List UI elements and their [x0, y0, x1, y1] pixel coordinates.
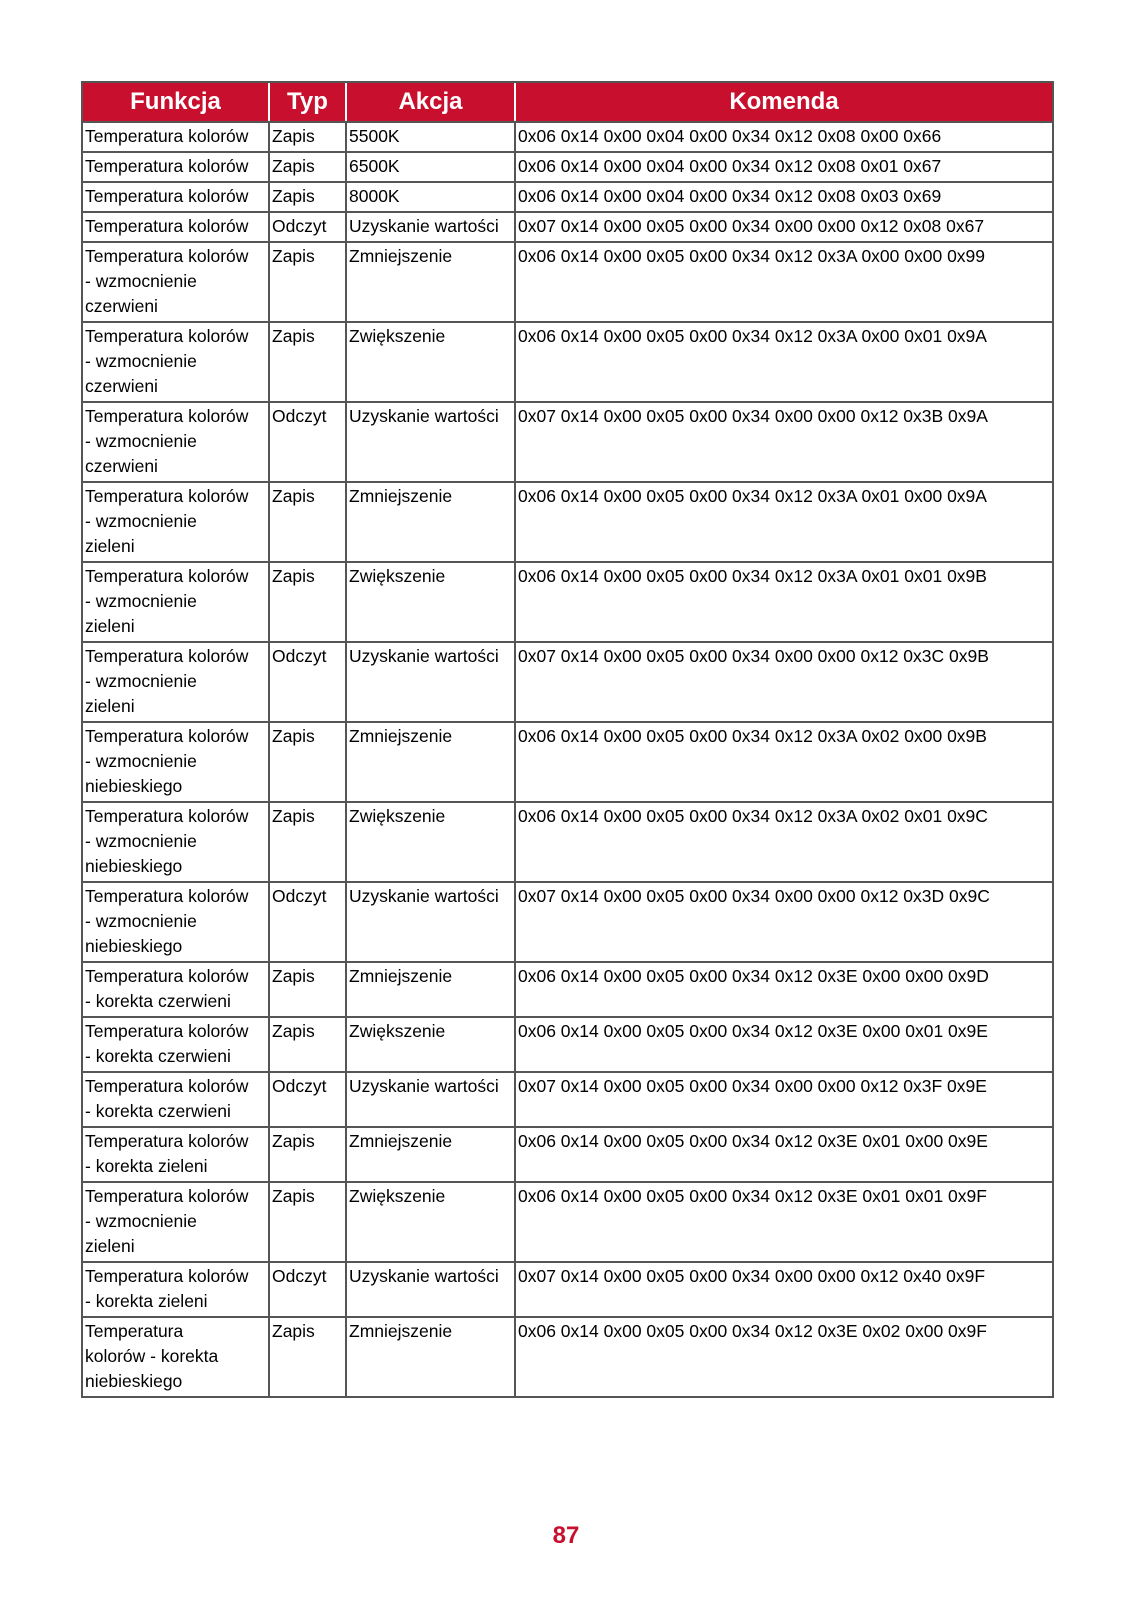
cell-typ: Zapis	[269, 182, 346, 212]
cell-funkcja	[82, 402, 269, 482]
funkcja-line: Temperatura kolorów	[85, 966, 249, 986]
funkcja-line: - wzmocnienie	[85, 1211, 197, 1231]
table-row	[82, 882, 1053, 962]
table-row	[82, 122, 1053, 152]
cell-komenda: 0x06 0x14 0x00 0x05 0x00 0x34 0x12 0x3A 0x01 0x01 0x9B	[515, 562, 1053, 642]
funkcja-line: Temperatura	[85, 1321, 184, 1341]
cell-akcja: Uzyskanie wartości	[346, 212, 515, 242]
cell-akcja: Zwiększenie	[346, 1017, 515, 1072]
table-row	[82, 1017, 1053, 1072]
header-row	[82, 82, 1053, 122]
funkcja-line: - korekta czerwieni	[85, 1101, 231, 1121]
funkcja-line: - wzmocnienie	[85, 591, 197, 611]
header-komenda: Komenda	[515, 82, 1053, 122]
table-row	[82, 402, 1053, 482]
funkcja-line: - korekta czerwieni	[85, 991, 231, 1011]
funkcja-line: Temperatura kolorów	[85, 156, 249, 176]
table-row	[82, 1182, 1053, 1262]
funkcja-line: - wzmocnienie	[85, 671, 197, 691]
cell-typ: Zapis	[269, 242, 346, 322]
cell-akcja: Zwiększenie	[346, 802, 515, 882]
funkcja-line: Temperatura kolorów	[85, 326, 249, 346]
funkcja-line: - korekta zieleni	[85, 1156, 208, 1176]
header-typ: Typ	[269, 82, 346, 122]
funkcja-line: Temperatura kolorów	[85, 246, 249, 266]
funkcja-line: Temperatura kolorów	[85, 216, 249, 236]
funkcja-line: Temperatura kolorów	[85, 486, 249, 506]
funkcja-line: czerwieni	[85, 456, 158, 476]
cell-komenda: 0x06 0x14 0x00 0x05 0x00 0x34 0x12 0x3E 0x00 0x01 0x9E	[515, 1017, 1053, 1072]
cell-funkcja	[82, 242, 269, 322]
cell-funkcja	[82, 802, 269, 882]
cell-typ: Zapis	[269, 722, 346, 802]
cell-komenda: 0x06 0x14 0x00 0x05 0x00 0x34 0x12 0x3A 0x00 0x00 0x99	[515, 242, 1053, 322]
funkcja-line: zieleni	[85, 616, 135, 636]
funkcja-line: Temperatura kolorów	[85, 1266, 249, 1286]
cell-typ: Zapis	[269, 1127, 346, 1182]
funkcja-line: Temperatura kolorów	[85, 1186, 249, 1206]
funkcja-line: - wzmocnienie	[85, 751, 197, 771]
cell-komenda: 0x06 0x14 0x00 0x04 0x00 0x34 0x12 0x08 0x01 0x67	[515, 152, 1053, 182]
table-row	[82, 1262, 1053, 1317]
cell-funkcja	[82, 212, 269, 242]
funkcja-line: Temperatura kolorów	[85, 1021, 249, 1041]
funkcja-line: Temperatura kolorów	[85, 646, 249, 666]
funkcja-line: niebieskiego	[85, 856, 183, 876]
funkcja-line: kolorów - korekta	[85, 1346, 219, 1366]
cell-akcja: 6500K	[346, 152, 515, 182]
cell-typ: Odczyt	[269, 642, 346, 722]
cell-funkcja	[82, 1262, 269, 1317]
page-number: 87	[552, 1522, 580, 1549]
funkcja-line: Temperatura kolorów	[85, 126, 249, 146]
table-row	[82, 242, 1053, 322]
cell-akcja: Zmniejszenie	[346, 962, 515, 1017]
cell-funkcja	[82, 642, 269, 722]
command-table	[81, 81, 1054, 1398]
table-body	[82, 122, 1053, 1397]
funkcja-line: niebieskiego	[85, 936, 183, 956]
cell-komenda: 0x07 0x14 0x00 0x05 0x00 0x34 0x00 0x00 0x12 0x08 0x67	[515, 212, 1053, 242]
cell-funkcja	[82, 562, 269, 642]
funkcja-line: niebieskiego	[85, 776, 183, 796]
cell-typ: Zapis	[269, 562, 346, 642]
cell-typ: Odczyt	[269, 1262, 346, 1317]
cell-funkcja	[82, 962, 269, 1017]
cell-funkcja	[82, 1127, 269, 1182]
table-row	[82, 1127, 1053, 1182]
cell-typ: Zapis	[269, 482, 346, 562]
cell-funkcja	[82, 1182, 269, 1262]
cell-akcja: Uzyskanie wartości	[346, 402, 515, 482]
funkcja-line: Temperatura kolorów	[85, 406, 249, 426]
cell-akcja: 5500K	[346, 122, 515, 152]
funkcja-line: - wzmocnienie	[85, 431, 197, 451]
cell-typ: Zapis	[269, 802, 346, 882]
funkcja-line: - wzmocnienie	[85, 911, 197, 931]
cell-komenda: 0x07 0x14 0x00 0x05 0x00 0x34 0x00 0x00 0x12 0x3B 0x9A	[515, 402, 1053, 482]
cell-funkcja	[82, 182, 269, 212]
cell-komenda: 0x06 0x14 0x00 0x05 0x00 0x34 0x12 0x3A 0x02 0x01 0x9C	[515, 802, 1053, 882]
cell-komenda: 0x06 0x14 0x00 0x04 0x00 0x34 0x12 0x08 0x03 0x69	[515, 182, 1053, 212]
cell-typ: Odczyt	[269, 402, 346, 482]
funkcja-line: czerwieni	[85, 296, 158, 316]
cell-typ: Odczyt	[269, 212, 346, 242]
cell-komenda: 0x06 0x14 0x00 0x05 0x00 0x34 0x12 0x3E 0x01 0x01 0x9F	[515, 1182, 1053, 1262]
cell-komenda: 0x06 0x14 0x00 0x05 0x00 0x34 0x12 0x3A 0x01 0x00 0x9A	[515, 482, 1053, 562]
cell-typ: Zapis	[269, 122, 346, 152]
cell-akcja: Zmniejszenie	[346, 1317, 515, 1397]
table-row	[82, 722, 1053, 802]
cell-funkcja	[82, 122, 269, 152]
funkcja-line: zieleni	[85, 696, 135, 716]
table-row	[82, 642, 1053, 722]
table-row	[82, 562, 1053, 642]
funkcja-line: Temperatura kolorów	[85, 806, 249, 826]
header-akcja: Akcja	[346, 82, 515, 122]
cell-typ: Zapis	[269, 152, 346, 182]
funkcja-line: zieleni	[85, 1236, 135, 1256]
cell-funkcja	[82, 1017, 269, 1072]
cell-funkcja	[82, 882, 269, 962]
cell-komenda: 0x07 0x14 0x00 0x05 0x00 0x34 0x00 0x00 0x12 0x3F 0x9E	[515, 1072, 1053, 1127]
table-row	[82, 1317, 1053, 1397]
cell-akcja: Zmniejszenie	[346, 482, 515, 562]
cell-akcja: Zmniejszenie	[346, 1127, 515, 1182]
cell-komenda: 0x07 0x14 0x00 0x05 0x00 0x34 0x00 0x00 0x12 0x3D 0x9C	[515, 882, 1053, 962]
funkcja-line: - korekta zieleni	[85, 1291, 208, 1311]
cell-typ: Zapis	[269, 1317, 346, 1397]
cell-typ: Zapis	[269, 322, 346, 402]
cell-akcja: Uzyskanie wartości	[346, 1072, 515, 1127]
funkcja-line: Temperatura kolorów	[85, 186, 249, 206]
cell-typ: Zapis	[269, 962, 346, 1017]
funkcja-line: - wzmocnienie	[85, 271, 197, 291]
funkcja-line: - wzmocnienie	[85, 351, 197, 371]
table-row	[82, 212, 1053, 242]
funkcja-line: - wzmocnienie	[85, 511, 197, 531]
table-row	[82, 322, 1053, 402]
cell-komenda: 0x07 0x14 0x00 0x05 0x00 0x34 0x00 0x00 0x12 0x40 0x9F	[515, 1262, 1053, 1317]
cell-funkcja	[82, 1317, 269, 1397]
cell-funkcja	[82, 482, 269, 562]
cell-funkcja	[82, 152, 269, 182]
table-row	[82, 182, 1053, 212]
funkcja-line: Temperatura kolorów	[85, 566, 249, 586]
cell-komenda: 0x07 0x14 0x00 0x05 0x00 0x34 0x00 0x00 0x12 0x3C 0x9B	[515, 642, 1053, 722]
cell-akcja: Zwiększenie	[346, 562, 515, 642]
cell-komenda: 0x06 0x14 0x00 0x05 0x00 0x34 0x12 0x3E 0x02 0x00 0x9F	[515, 1317, 1053, 1397]
cell-typ: Zapis	[269, 1017, 346, 1072]
funkcja-line: - wzmocnienie	[85, 831, 197, 851]
header-funkcja: Funkcja	[82, 82, 269, 122]
funkcja-line: zieleni	[85, 536, 135, 556]
cell-akcja: Uzyskanie wartości	[346, 1262, 515, 1317]
table-row	[82, 962, 1053, 1017]
cell-akcja: Zwiększenie	[346, 322, 515, 402]
cell-komenda: 0x06 0x14 0x00 0x04 0x00 0x34 0x12 0x08 0x00 0x66	[515, 122, 1053, 152]
cell-funkcja	[82, 1072, 269, 1127]
cell-komenda: 0x06 0x14 0x00 0x05 0x00 0x34 0x12 0x3E 0x01 0x00 0x9E	[515, 1127, 1053, 1182]
table-row	[82, 482, 1053, 562]
funkcja-line: Temperatura kolorów	[85, 1131, 249, 1151]
table-row	[82, 802, 1053, 882]
cell-akcja: Zmniejszenie	[346, 242, 515, 322]
funkcja-line: niebieskiego	[85, 1371, 183, 1391]
cell-akcja: Uzyskanie wartości	[346, 642, 515, 722]
cell-typ: Zapis	[269, 1182, 346, 1262]
cell-typ: Odczyt	[269, 882, 346, 962]
table-row	[82, 152, 1053, 182]
cell-typ: Odczyt	[269, 1072, 346, 1127]
cell-akcja: Zwiększenie	[346, 1182, 515, 1262]
cell-akcja: 8000K	[346, 182, 515, 212]
cell-komenda: 0x06 0x14 0x00 0x05 0x00 0x34 0x12 0x3A 0x02 0x00 0x9B	[515, 722, 1053, 802]
table-row	[82, 1072, 1053, 1127]
cell-akcja: Zmniejszenie	[346, 722, 515, 802]
cell-akcja: Uzyskanie wartości	[346, 882, 515, 962]
funkcja-line: Temperatura kolorów	[85, 726, 249, 746]
cell-funkcja	[82, 722, 269, 802]
cell-funkcja	[82, 322, 269, 402]
funkcja-line: Temperatura kolorów	[85, 1076, 249, 1096]
funkcja-line: Temperatura kolorów	[85, 886, 249, 906]
cell-komenda: 0x06 0x14 0x00 0x05 0x00 0x34 0x12 0x3A 0x00 0x01 0x9A	[515, 322, 1053, 402]
funkcja-line: - korekta czerwieni	[85, 1046, 231, 1066]
funkcja-line: czerwieni	[85, 376, 158, 396]
cell-komenda: 0x06 0x14 0x00 0x05 0x00 0x34 0x12 0x3E 0x00 0x00 0x9D	[515, 962, 1053, 1017]
